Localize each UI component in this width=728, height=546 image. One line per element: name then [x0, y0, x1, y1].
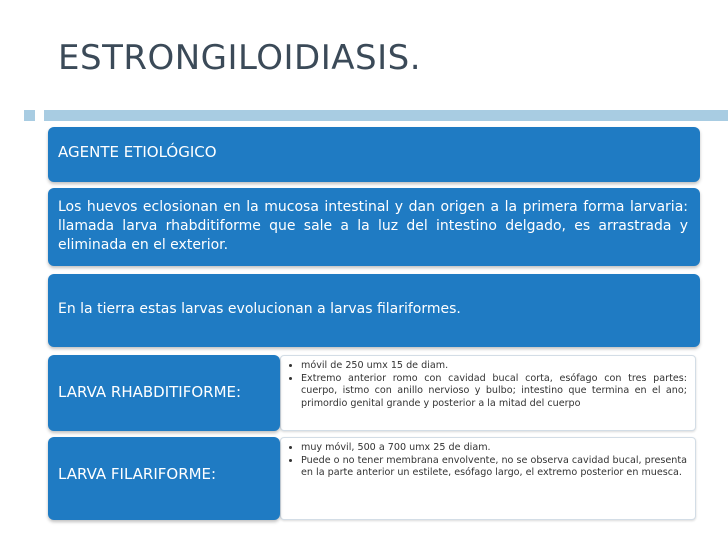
tierra-box	[48, 274, 700, 347]
filariforme-bullet: • Puede o no tener membrana envolvente, no se observa cavidad bucal, presenta en la parte anterior un estilete, esófago largo, el extremo posterior en muesca.	[301, 455, 687, 480]
filariforme-bullet: • muy móvil, 500 a 700 umx 25 de diam.	[301, 442, 687, 455]
rhabditiforme-label: LARVA RHABDITIFORME:	[58, 383, 242, 401]
slide-title: ESTRONGILOIDIASIS.	[58, 38, 422, 78]
huevos-box	[48, 188, 700, 266]
huevos-text: Los huevos eclosionan en la mucosa intestinal y dan origen a la primera forma larvaria: llamada larva rhabditiforme que sale a la luz del intestino delgado, es arrastrada y eliminada en el exterior.	[58, 199, 688, 253]
rhabditiforme-bullet: • Extremo anterior romo con cavidad bucal corta, esófago con tres partes: cuerpo, istmo con anillo nervioso y bulbo; intestino que termina en el ano; primordio genital grande y posterior a la mitad del cuerpo	[301, 373, 687, 411]
title-rule-line	[44, 110, 728, 121]
title-rule-square	[24, 110, 35, 121]
filariforme-label: LARVA FILARIFORME:	[58, 465, 217, 483]
rhabditiforme-label-box	[48, 355, 280, 431]
rhabditiforme-description	[280, 355, 696, 431]
agent-box	[48, 127, 700, 182]
tierra-text: En la tierra estas larvas evolucionan a larvas filariformes.	[58, 301, 461, 317]
agent-text: AGENTE ETIOLÓGICO	[58, 143, 217, 161]
rhabditiforme-bullet: • móvil de 250 umx 15 de diam.	[301, 360, 687, 373]
filariforme-label-box	[48, 437, 280, 520]
filariforme-description	[280, 437, 696, 520]
